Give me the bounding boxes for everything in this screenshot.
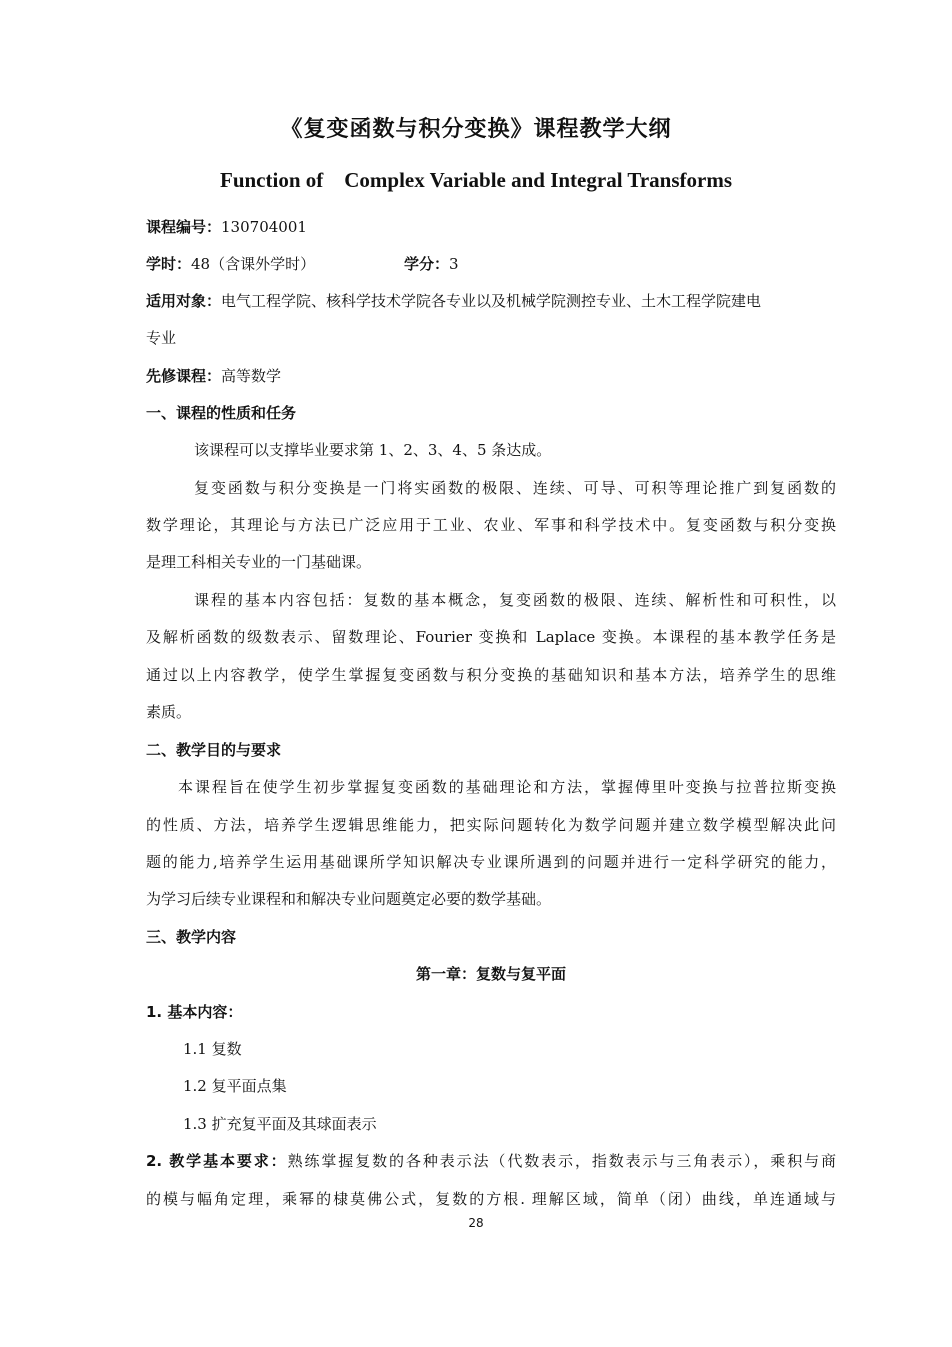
- course-hours-value: 48（含课外学时）: [191, 255, 316, 273]
- target-label: 适用对象：: [146, 292, 222, 310]
- requirement-line-2: 的模与幅角定理，乘幂的棣莫佛公式，复数的方根. 理解区域，简单（闭）曲线，单连通域与: [146, 1190, 836, 1208]
- course-code-value: 130704001: [221, 218, 307, 236]
- prerequisite-label: 先修课程：: [146, 367, 222, 385]
- course-code-line: [146, 217, 836, 237]
- section1-p2-line-2: 数学理论，其理论与方法已广泛应用于工业、农业、军事和科学技术中。复变函数与积分变换: [146, 516, 836, 534]
- section-heading-2: 二、教学目的与要求: [146, 741, 282, 759]
- course-credit-value: 3: [449, 255, 459, 273]
- section1-p3-line-1: 课程的基本内容包括：复数的基本概念，复变函数的极限、连续、解析性和可积性，以: [194, 591, 836, 609]
- section1-p3-line-3: 通过以上内容教学，使学生掌握复变函数与积分变换的基础知识和基本方法，培养学生的思维: [146, 666, 836, 684]
- course-credit-label: 学分：: [404, 255, 450, 273]
- section1-p3-line-4: 素质。: [146, 703, 192, 721]
- course-credit: [404, 254, 459, 274]
- prerequisite-line: [146, 366, 836, 386]
- target-value-2: 专业: [146, 329, 177, 347]
- page-number: 28: [468, 1216, 484, 1230]
- requirement-label: 2. 教学基本要求：: [146, 1152, 288, 1170]
- section1-paragraph-1: 该课程可以支撑毕业要求第 1、2、3、4、5 条达成。: [194, 441, 552, 459]
- document-title-cn: 《复变函数与积分变换》课程教学大纲: [280, 117, 672, 142]
- section1-p2-line-3: 是理工科相关专业的一门基础课。: [146, 553, 372, 571]
- basic-content-label: 1. 基本内容：: [146, 1003, 243, 1021]
- target-value-1: 电气工程学院、核科学技术学院各专业以及机械学院测控专业、土木工程学院建电: [221, 292, 762, 310]
- chapter-title: 第一章：复数与复平面: [415, 965, 566, 983]
- section2-line-4: 为学习后续专业课程和和解决专业问题奠定必要的数学基础。: [146, 890, 552, 908]
- content-item-1: 1.1 复数: [183, 1040, 242, 1058]
- section-heading-3: 三、教学内容: [146, 928, 237, 946]
- section2-line-3: 题的能力,培养学生运用基础课所学知识解决专业课所遇到的问题并进行一定科学研究的能力，: [146, 853, 836, 871]
- target-line-1: [146, 291, 836, 311]
- content-item-3: 1.3 扩充复平面及其球面表示: [183, 1115, 377, 1133]
- requirement-line-1: [146, 1151, 836, 1171]
- section1-p3-line-2: 及解析函数的级数表示、留数理论、Fourier 变换和 Laplace 变换。本课程的基本教学任务是: [146, 628, 836, 646]
- content-item-2: 1.2 复平面点集: [183, 1077, 287, 1095]
- section-heading-1: 一、课程的性质和任务: [146, 404, 297, 422]
- requirement-text-1: 熟练掌握复数的各种表示法（代数表示，指数表示与三角表示），乘积与商: [287, 1152, 836, 1170]
- section2-line-2: 的性质、方法，培养学生逻辑思维能力，把实际问题转化为数学问题并建立数学模型解决此问: [146, 816, 836, 834]
- course-code-label: 课程编号：: [146, 218, 222, 236]
- section1-p2-line-1: 复变函数与积分变换是一门将实函数的极限、连续、可导、可积等理论推广到复函数的: [194, 479, 836, 497]
- document-title-en: Function of Complex Variable and Integral Transforms: [220, 168, 732, 192]
- course-hours-line: [146, 254, 836, 274]
- course-hours-label: 学时：: [146, 255, 192, 273]
- prerequisite-value: 高等数学: [221, 367, 282, 385]
- section2-line-1: 本课程旨在使学生初步掌握复变函数的基础理论和方法，掌握傅里叶变换与拉普拉斯变换: [178, 778, 836, 796]
